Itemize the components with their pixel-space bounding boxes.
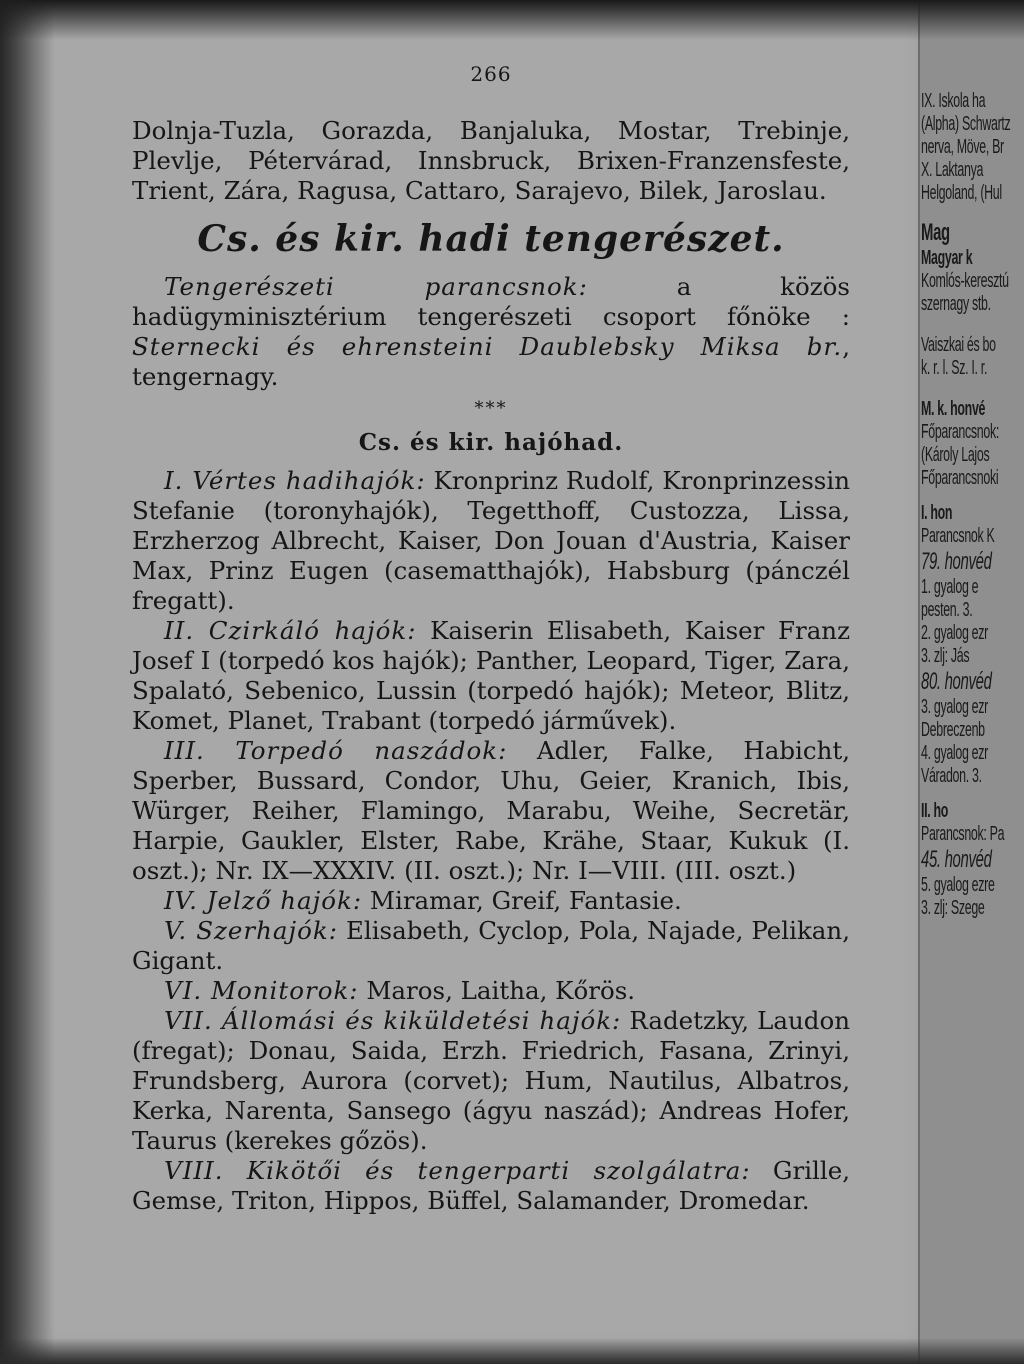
fleet-section-5 (132, 916, 850, 976)
right-page-line: Debreczenb (921, 719, 985, 741)
right-page-line: Parancsnok K (921, 525, 995, 547)
fleet-section-label: VIII. Kikötői és tengerparti szolgálatra: (164, 1156, 751, 1185)
page-text (132, 62, 850, 1216)
commander-text-1: a közös hadügyminisztérium tengerészeti csoport főnöke : (132, 272, 851, 331)
fleet-section-label: I. Vértes hadihajók: (164, 466, 426, 495)
right-page-line: I. hon (921, 502, 953, 524)
fleet-section-label: VII. Állomási és kiküldetési hajók: (164, 1006, 622, 1035)
fleet-section-2 (132, 616, 850, 736)
page-number: 266 (470, 62, 512, 86)
section-divider: *** (474, 398, 508, 419)
right-page-line: 5. gyalog ezre (921, 874, 995, 896)
right-page-line: pesten. 3. (921, 599, 973, 621)
commander-label: Tengerészeti parancsnok: (164, 272, 588, 301)
fleet-section-text: Radetzky, Laudon (fregat); Donau, Saida, Erzh. Friedrich, Fasana, Zrinyi, Frundsberg, Aurora (corvet); Hum, Nautilus, Albatros, Kerka, Narenta, Sansego (ágyu naszád); Andreas Hofer, Taurus (kerekes gőzös). (132, 1006, 850, 1155)
right-page-line: 2. gyalog ezr (921, 622, 988, 644)
binding-shadow (0, 0, 55, 1364)
right-page-line: Főparancsnok: (921, 421, 999, 443)
right-page-fragment (921, 70, 1024, 1364)
right-page-line: II. ho (921, 800, 949, 822)
fleet-section-text: Elisabeth, Cyclop, Pola, Najade, Pelikan, Gigant. (132, 916, 850, 975)
right-page-line: Vaiszkai és bo (921, 334, 996, 356)
right-page-line: 80. honvéd (921, 668, 992, 695)
right-page-line: 79. honvéd (921, 548, 992, 575)
right-page-line: 1. gyalog e (921, 576, 979, 598)
fleet-section-4 (132, 886, 850, 916)
right-page-line: X. Laktanya (921, 159, 984, 181)
intro-paragraph: Dolnja-Tuzla, Gorazda, Banjaluka, Mostar, Trebinje, Plevlje, Pétervárad, Innsbruck, Brixen-Franzensfeste, Trient, Zára, Ragusa, Cattaro, Sarajevo, Bilek, Jaroslau. (132, 116, 850, 205)
right-page-line: k. r. l. Sz. I. r. (921, 357, 988, 379)
fleet-heading: Cs. és kir. hajóhad. (358, 429, 624, 456)
fleet-section-label: V. Szerhajók: (164, 916, 338, 945)
right-page-line: Mag (921, 219, 950, 246)
right-page-line: 3. zlj: Szege (921, 897, 985, 919)
fleet-section-text: Kronprinz Rudolf, Kronprinzessin Stefanie (toronyhajók), Tegetthoff, Custozza, Lissa, Erzherzog Albrecht, Kaiser, Don Jouan d'Austria, Kaiser Max, Prinz Eugen (casematthajók), Habsburg (pánczél fregatt). (132, 466, 850, 615)
fleet-section-label: IV. Jelző hajók: (164, 886, 363, 915)
right-page-line: (Alpha) Schwartz (921, 113, 1011, 135)
fleet-section-1 (132, 466, 850, 616)
commander-text-2: , tengernagy. (132, 332, 850, 391)
fleet-section-label: III. Torpedó naszádok: (164, 736, 508, 765)
navy-heading: Cs. és kir. hadi tengerészet. (197, 218, 785, 260)
right-page-line: Főparancsnoki (921, 467, 999, 489)
top-edge-shadow (0, 0, 1024, 40)
bottom-edge-shadow (0, 1338, 1024, 1364)
right-page-line: nerva, Möve, Br (921, 136, 1004, 158)
fleet-section-text: Miramar, Greif, Fantasie. (362, 886, 682, 915)
fleet-section-text: Kaiserin Elisabeth, Kaiser Franz Josef I (torpedó kos hajók); Panther, Leopard, Tiger, Zara, Spalató, Sebenico, Lussin (torpedó hajók); Meteor, Blitz, Komet, Planet, Trabant (torpedó járművek). (132, 616, 850, 735)
fleet-section-3 (132, 736, 850, 886)
right-page-line: Magyar k (921, 247, 973, 269)
fleet-section-label: VI. Monitorok: (164, 976, 359, 1005)
right-page-line: Parancsnok: Pa (921, 823, 1005, 845)
right-page-line: Váradon. 3. (921, 765, 982, 787)
fleet-section-text: Adler, Falke, Habicht, Sperber, Bussard, Condor, Uhu, Geier, Kranich, Ibis, Würger, Reiher, Flamingo, Marabu, Weihe, Secretär, Harpie, Gaukler, Elster, Rabe, Krähe, Staar, Kukuk (I. oszt.); Nr. IX—XXXIV. (II. oszt.); Nr. I—VIII. (III. oszt.) (132, 736, 851, 885)
fleet-section-text: Maros, Laitha, Kőrös. (358, 976, 636, 1005)
fleet-section-label: II. Czirkáló hajók: (164, 616, 417, 645)
right-page-line: Komlós-keresztú (921, 270, 1009, 292)
commander-paragraph (132, 272, 850, 392)
right-page-line: szernagy stb. (921, 293, 991, 315)
fleet-section-8 (132, 1156, 850, 1216)
fleet-section-text: Grille, Gemse, Triton, Hippos, Büffel, Salamander, Dromedar. (132, 1156, 850, 1215)
right-page-line: 45. honvéd (921, 846, 992, 873)
right-page-line: 4. gyalog ezr (921, 742, 988, 764)
right-page-line: (Károly Lajos (921, 444, 990, 466)
commander-name: Sternecki és ehrensteini Daublebsky Miksa br. (132, 332, 843, 361)
right-page-line: Helgoland, (Hul (921, 182, 1002, 204)
right-page-line: IX. Iskola ha (921, 90, 986, 112)
right-page-line: M. k. honvé (921, 398, 986, 420)
right-page-line: 3. gyalog ezr (921, 696, 988, 718)
right-page-line: 3. zlj: Jás (921, 645, 970, 667)
fleet-section-6 (132, 976, 850, 1006)
fleet-section-7 (132, 1006, 850, 1156)
